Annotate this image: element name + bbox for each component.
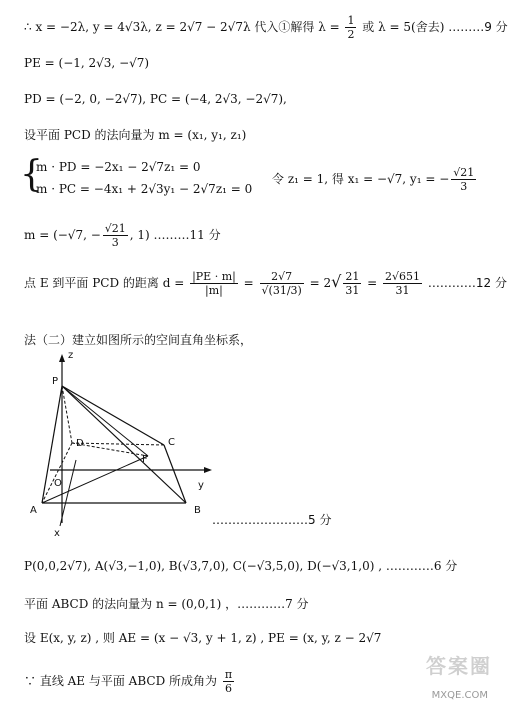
watermark-logo: 答案圈 <box>426 654 492 678</box>
system-solution-text: 令 z₁ = 1, 得 x₁ = −√7, y₁ = − <box>272 172 450 186</box>
vectors-pd-pc: PD = (−2, 0, −2√7), PC = (−4, 2√3, −2√7), <box>24 92 287 106</box>
label-d: D <box>76 438 84 449</box>
frac-num: 21 <box>345 270 360 283</box>
frac-den: |m| <box>205 284 223 297</box>
system-eq-1: m · PD = −2x₁ − 2√7z₁ = 0 <box>36 160 201 174</box>
label-f: F <box>142 454 148 465</box>
watermark-url: MXQE.COM <box>431 690 488 701</box>
system-eq-2: m · PC = −4x₁ + 2√3y₁ − 2√7z₁ = 0 <box>36 182 253 196</box>
segment-pf <box>62 386 148 456</box>
fraction-distance-2 <box>260 270 304 297</box>
score-12: …………12 分 <box>424 276 507 290</box>
frac-den: √(31/3) <box>261 284 302 297</box>
lambda-text-b: 或 λ = 5(舍去) <box>358 20 445 34</box>
label-o: O <box>54 478 62 489</box>
m-text-a: m = (−√7, − <box>24 228 101 242</box>
coordinate-figure <box>24 348 224 538</box>
system-solution <box>272 166 478 193</box>
z-axis-arrow <box>59 354 65 362</box>
frac-den: 3 <box>111 236 119 249</box>
y-axis-arrow <box>204 467 212 473</box>
frac-num: 2√7 <box>260 270 304 284</box>
label-y: y <box>198 480 204 491</box>
equals-2: = 2 <box>305 276 332 290</box>
fraction-distance-4 <box>383 270 422 297</box>
frac-num: √21 <box>104 222 126 235</box>
frac-num: π <box>224 668 233 681</box>
coordinates-line: P(0,0,2√7), A(√3,−1,0), B(√3,7,0), C(−√3,5,0), D(−√3,1,0) , …………6 分 <box>24 559 458 573</box>
angle-line <box>24 668 236 695</box>
fraction-distance-3 <box>343 270 361 297</box>
normal-vector-n: 平面 ABCD 的法向量为 n = (0,0,1) ，…………7 分 <box>24 597 309 611</box>
fraction-m <box>103 222 128 249</box>
label-b: B <box>194 505 201 516</box>
label-z: z <box>68 350 74 361</box>
label-p: P <box>52 376 59 387</box>
system-brace: { <box>20 154 43 195</box>
fraction-sqrt21-3 <box>451 166 476 193</box>
fraction-pi-6 <box>223 668 234 695</box>
fraction-distance-1 <box>190 270 238 297</box>
solution-line-lambda <box>24 14 508 41</box>
equals-3: = <box>363 276 382 290</box>
vector-pe: PE = (−1, 2√3, −√7) <box>24 56 150 70</box>
vector-ae-pe: 设 E(x, y, z) , 则 AE = (x − √3, y + 1, z) , PE = (x, y, z − 2√7 <box>24 631 382 645</box>
score-5: ……………………5 分 <box>212 513 332 527</box>
frac-den: 6 <box>224 682 232 695</box>
normal-vector-m <box>24 222 221 249</box>
label-c: C <box>168 437 175 448</box>
label-x: x <box>54 528 60 539</box>
fraction-half <box>345 14 356 41</box>
distance-line: 点 E 到平面 PCD 的距离 d = $\frac{|PE \cdot m|}{|m|}$ = $\frac{2√7}{√(31/3)}$ = 2√ $\frac{21}{31}$ = $\frac{2√651}{31}$ …………12 分 <box>24 270 507 297</box>
frac-den: 31 <box>345 284 360 297</box>
edge-cd <box>72 443 164 445</box>
method-two-heading: 法（二）建立如图所示的空间直角坐标系， <box>24 333 253 347</box>
frac-num: √21 <box>453 166 475 179</box>
frac-num: 2√651 <box>385 270 421 283</box>
frac-den: 31 <box>395 284 410 297</box>
lambda-text: ∴ x = −2λ, y = 4√3λ, z = 2√7 − 2√7λ 代入①解得 λ = <box>24 20 344 34</box>
frac-den: 2 <box>347 28 355 41</box>
angle-text: ∵ 直线 AE 与平面 ABCD 所成角为 <box>24 674 221 688</box>
frac-num: |PE · m| <box>192 270 236 283</box>
edge-pc <box>62 386 164 445</box>
score-9: ………9 分 <box>444 20 508 34</box>
frac-den: 3 <box>460 180 468 193</box>
equals: = <box>239 276 258 290</box>
edge-bc <box>164 445 186 503</box>
distance-text: 点 E 到平面 PCD 的距离 d = <box>24 276 189 290</box>
label-a: A <box>30 505 37 516</box>
normal-vector-intro: 设平面 PCD 的法向量为 m = (x₁, y₁, z₁) <box>24 128 247 142</box>
frac-num: 1 <box>347 14 355 27</box>
m-text-b: , 1) ………11 分 <box>129 228 221 242</box>
